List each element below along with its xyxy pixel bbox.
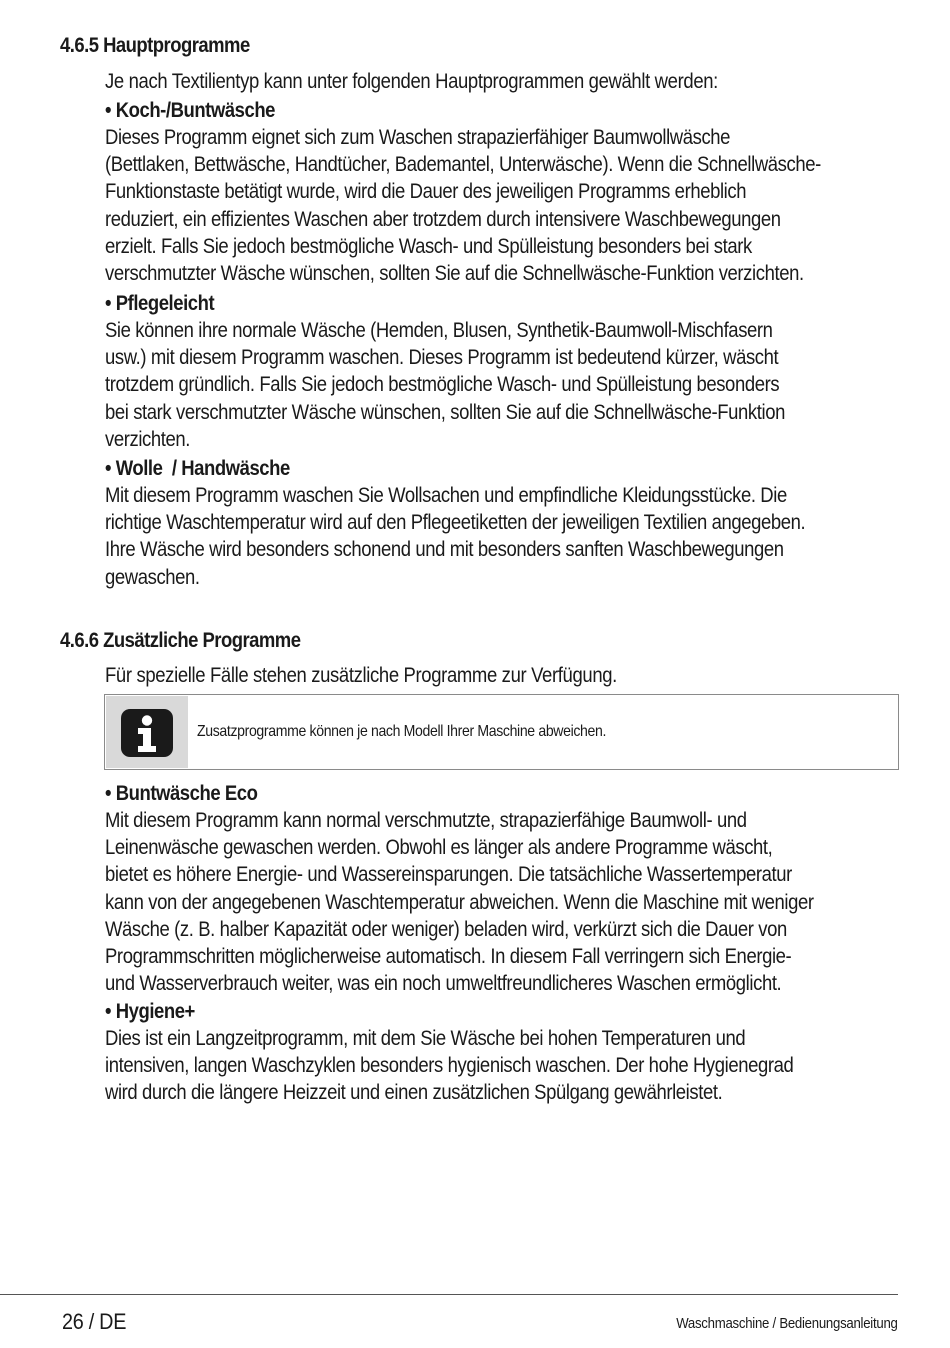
program-text-line: Dieses Programm eignet sich zum Waschen strapazierfähiger Baumwollwäsche [105,126,731,149]
program-text-line: Sie können ihre normale Wäsche (Hemden, Blusen, Synthetik-Baumwoll-Mischfasern [105,319,773,342]
program-text-line: richtige Waschtemperatur wird auf den Pflegeetiketten der jeweiligen Textilien angegeben. [105,511,806,535]
document-title: Waschmaschine / Bedienungsanleitung [676,1315,898,1332]
program-buntwaesche-eco [105,780,897,997]
program-text-line: trotzdem gründlich. Falls Sie jedoch bestmögliche Wasch- und Spülleistung besonders [105,373,780,397]
program-text-line: wird durch die längere Heizzeit und einen zusätzlichen Spülgang gewährleistet. [105,1081,723,1105]
info-note-text: Zusatzprogramme können je nach Modell Ihrer Maschine abweichen. [197,723,607,740]
section-heading-zusaetzliche-programme: 4.6.6 Zusätzliche Programme [60,629,301,652]
program-text-line: verzichten. [105,427,191,451]
program-title: • Hygiene+ [105,1000,195,1023]
section-heading-hauptprogramme: 4.6.5 Hauptprogramme [60,34,250,57]
program-text-line: reduziert, ein effizientes Waschen aber trotzdem durch intensivere Waschbewegungen [105,207,781,231]
program-text-line: und Wasserverbrauch weiter, was ein noch umweltfreundlicheres Waschen ermöglicht. [105,972,782,996]
hauptprogramme-intro: Je nach Textilientyp kann unter folgenden Hauptprogrammen gewählt werden: [105,70,718,93]
program-text-line: gewaschen. [105,565,200,589]
program-wolle-handwaesche [105,455,897,591]
hauptprogramme-intro-block [105,68,897,95]
program-text-line: kann von der angegebenen Waschtemperatur abweichen. Wenn die Maschine mit weniger [105,890,814,914]
program-text-line: erzielt. Falls Sie jedoch bestmögliche Wasch- und Spülleistung besonders bei stark [105,234,752,258]
info-icon [120,708,174,758]
program-title: • Wolle / Handwäsche [105,457,290,480]
zusaetzliche-intro: Für spezielle Fälle stehen zusätzliche Programme zur Verfügung. [105,664,617,687]
page-number: 26 / DE [62,1309,127,1334]
info-note-box [104,694,899,770]
program-title: • Pflegeleicht [105,292,215,315]
program-text-line: Wäsche (z. B. halber Kapazität oder weniger) beladen wird, verkürzt sich die Dauer von [105,917,787,941]
program-text-line: Mit diesem Programm waschen Sie Wollsachen und empfindliche Kleidungsstücke. Die [105,484,787,507]
program-text-line: usw.) mit diesem Programm waschen. Dieses Programm ist bedeutend kürzer, wäscht [105,346,779,370]
program-text-line: bei stark verschmutzter Wäsche wünschen, sollten Sie auf die Schnellwäsche-Funktion [105,400,785,424]
program-text-line: Funktionstaste betätigt wurde, wird die Dauer des jeweiligen Programms erheblich [105,180,747,204]
program-text-line: Programmschritten möglicherweise automatisch. In diesem Fall verringern sich Energie- [105,945,792,969]
program-pflegeleicht [105,290,897,453]
program-text-line: Ihre Wäsche wird besonders schonend und mit besonders sanften Waschbewegungen [105,538,784,562]
program-hygiene-plus [105,998,897,1107]
program-text-line: intensiven, langen Waschzyklen besonders hygienisch waschen. Der hohe Hygienegrad [105,1054,794,1078]
program-title: • Buntwäsche Eco [105,782,258,805]
program-title: • Koch-/Buntwäsche [105,99,276,122]
program-text-line: Leinenwäsche gewaschen werden. Obwohl es länger als andere Programme wäscht, [105,836,773,860]
program-text-line: Mit diesem Programm kann normal verschmutzte, strapazierfähige Baumwoll- und [105,809,747,832]
program-text-line: (Bettlaken, Bettwäsche, Handtücher, Bademantel, Unterwäsche). Wenn die Schnellwäsche- [105,153,821,177]
info-icon-panel [106,696,188,768]
zusaetzliche-intro-block [105,662,897,689]
program-text-line: Dies ist ein Langzeitprogramm, mit dem Sie Wäsche bei hohen Temperaturen und [105,1027,746,1050]
program-koch-buntwaesche [105,97,897,287]
footer-divider [0,1294,898,1295]
program-text-line: verschmutzter Wäsche wünschen, sollten Sie auf die Schnellwäsche-Funktion verzichten. [105,262,804,286]
program-text-line: bietet es höhere Energie- und Wassereinsparungen. Die tatsächliche Wassertemperatur [105,863,792,887]
